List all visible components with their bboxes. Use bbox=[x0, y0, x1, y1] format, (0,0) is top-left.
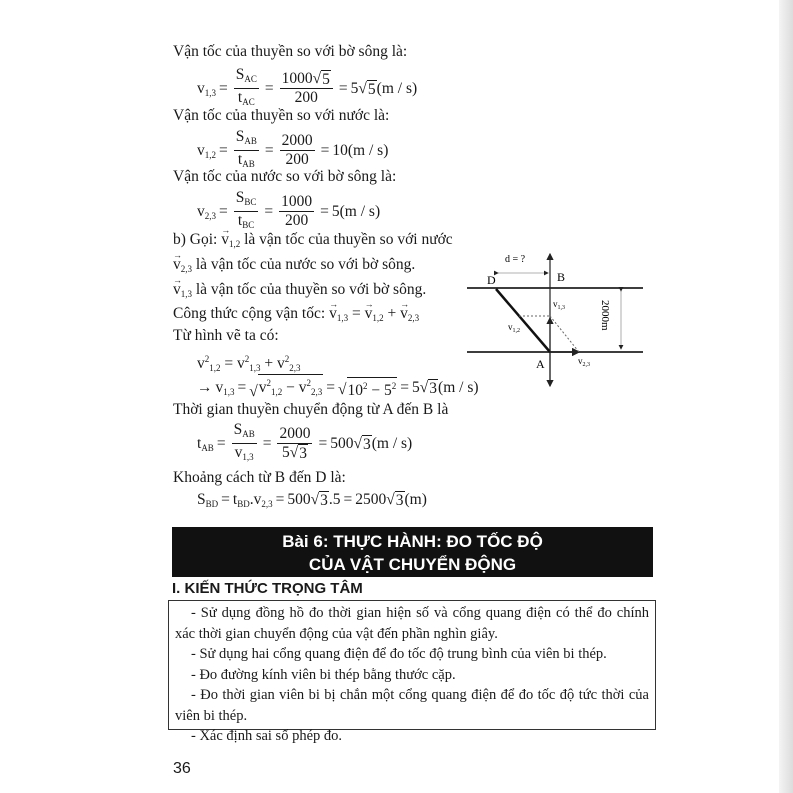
box-item: - Sử dụng đồng hồ đo thời gian hiện số và cổng quang điện có thể đo chính xác thời gian chuyển động của vật đến phần nghìn giây. bbox=[175, 605, 649, 642]
box-item: - Đo đường kính viên bi thép bằng thước cặp. bbox=[191, 666, 456, 683]
formula-v13: $v_{1,3}$ = $\frac{S_{AC}}{t_{AC}}$ = 1000√ 5 200 = 5√ 5 (m / s) bbox=[197, 66, 418, 107]
text-line: b) Gọi: → $v_{1,2}$ là vận tốc của thuyền so với nước bbox=[173, 230, 453, 254]
formula-v13-result: → $v_{1,3}$ = √ $v^2_{1,2} - v^2_{2,3}$ = √ $10^2 - 5^2$ = 5√ 3 (m / s) bbox=[197, 374, 479, 401]
svg-text:d = ?: d = ? bbox=[505, 254, 526, 265]
page-number: 36 bbox=[173, 760, 191, 777]
svg-text:D: D bbox=[487, 273, 496, 287]
text-line: Vận tốc của nước so với bờ sông là: bbox=[173, 168, 397, 185]
formula-pythagoras: $v^2_{1,2} = v^2_{1,3} + v^2_{2,3}$ bbox=[197, 354, 301, 374]
section-heading: I. KIẾN THỨC TRỌNG TÂM bbox=[172, 580, 363, 597]
lesson-title-banner bbox=[172, 527, 653, 577]
formula-sBD: $S_{BD}$ = $t_{BD}.v_{2,3}$ = 500√ 3 .5 = 2500√ 3 (m) bbox=[197, 491, 427, 509]
svg-text:v2,3: $v_{2,3}$ bbox=[578, 356, 590, 368]
key-knowledge-box bbox=[168, 600, 656, 744]
text-line: Từ hình vẽ ta có: bbox=[173, 327, 279, 344]
text-line: → $v_{1,3}$ là vận tốc của thuyền so với bờ sông. bbox=[173, 280, 426, 304]
svg-text:A: A bbox=[536, 357, 545, 371]
vector-v12 bbox=[496, 289, 550, 352]
svg-text:2000m: 2000m bbox=[599, 300, 611, 331]
text-line: Thời gian thuyền chuyển động từ A đến B là bbox=[173, 401, 449, 418]
box-item: - Xác định sai số phép đo. bbox=[191, 728, 343, 744]
svg-text:v1,2: $v_{1,2}$ bbox=[508, 322, 520, 334]
lesson-title-line1: Bài 6: THỰC HÀNH: ĐO TỐC ĐỘ bbox=[282, 532, 543, 551]
box-item: - Sử dụng hai cổng quang điện để đo tốc độ trung bình của viên bi thép. bbox=[191, 646, 607, 662]
svg-text:B: B bbox=[557, 270, 566, 284]
formula-v23: $v_{2,3}$ = $\frac{S_{BC}}{t_{BC}}$ = $\frac{1000}{200}$ = 5(m / s) bbox=[197, 189, 381, 230]
formula-tAB: $t_{AB}$ = $\frac{S_{AB}}{v_{1,3}}$ = 2000 5√ 3 = 500√ 3 (m / s) bbox=[197, 421, 413, 462]
box-item: - Đo thời gian viên bi bị chắn một cổng quang điện để đo tốc độ tức thời của viên bi thép. bbox=[175, 687, 649, 724]
text-line: Công thức cộng vận tốc: → $v_{1,3}$ = → $v_{1,2}$ + → $v_{2,3}$ bbox=[173, 304, 419, 328]
text-line: Khoảng cách từ B đến D là: bbox=[173, 469, 346, 486]
svg-text:v1,3: $v_{1,3}$ bbox=[553, 299, 565, 311]
text-line: Vận tốc của thuyền so với bờ sông là: bbox=[173, 43, 408, 60]
text-line: Vận tốc của thuyền so với nước là: bbox=[173, 107, 390, 124]
text-line: → $v_{2,3}$ là vận tốc của nước so với bờ sông. bbox=[173, 255, 415, 279]
lesson-title-line2: CỦA VẬT CHUYỂN ĐỘNG bbox=[308, 555, 517, 574]
formula-v12: $v_{1,2}$ = $\frac{S_{AB}}{t_{AB}}$ = $\frac{2000}{200}$ = 10(m / s) bbox=[197, 128, 389, 169]
